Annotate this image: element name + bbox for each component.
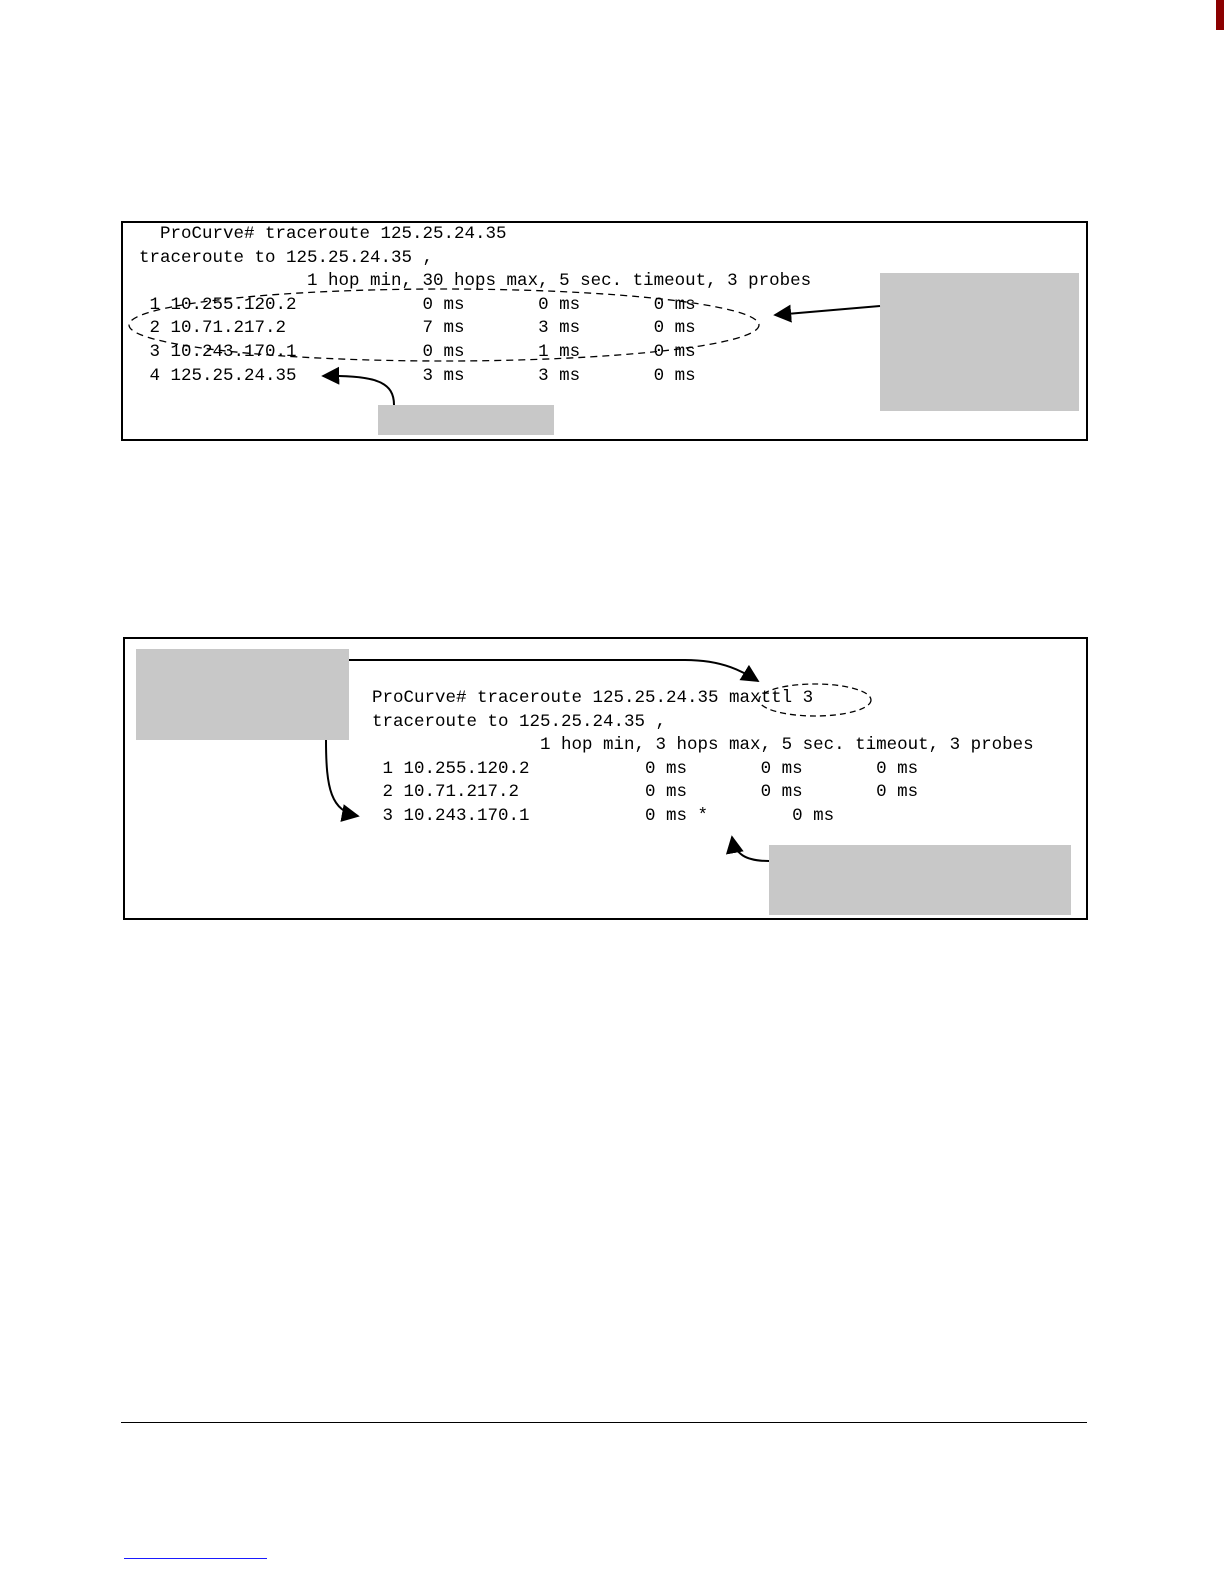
callout-box-intermediate-hops <box>880 273 1079 411</box>
cli-output-2 <box>372 687 1034 829</box>
cli-line: 2 10.71.217.2 7 ms 3 ms 0 ms <box>139 318 696 339</box>
callout-box-maxttl <box>136 649 349 740</box>
cli-line: ProCurve# traceroute 125.25.24.35 <box>139 224 507 244</box>
cli-line: 1 10.255.120.2 0 ms 0 ms 0 ms <box>372 758 919 779</box>
traceroute-figure-1 <box>121 221 1088 441</box>
cli-line: 2 10.71.217.2 0 ms 0 ms 0 ms <box>372 782 919 803</box>
cli-line: traceroute to 125.25.24.35 , <box>372 711 667 732</box>
callout-box-timeout <box>769 845 1071 915</box>
cli-line: 4 125.25.24.35 3 ms 3 ms 0 ms <box>139 365 696 386</box>
cli-line: 1 hop min, 30 hops max, 5 sec. timeout, 3 probes <box>139 271 812 292</box>
cli-line: ProCurve# traceroute 125.25.24.35 maxttl 3 <box>372 688 814 708</box>
cli-output-1 <box>139 223 811 388</box>
arrow-to-hop-3 <box>326 740 358 816</box>
arrow-to-timeout-asterisk <box>732 837 769 861</box>
page-edge-mark <box>1216 0 1224 30</box>
cli-line: 3 10.243.170.1 0 ms * 0 ms <box>372 805 835 826</box>
cli-line: 1 hop min, 3 hops max, 5 sec. timeout, 3 probes <box>372 735 1034 756</box>
footer-rule <box>121 1422 1087 1423</box>
cli-line: 3 10.243.170.1 0 ms 1 ms 0 ms <box>139 341 696 362</box>
traceroute-figure-2 <box>123 637 1088 920</box>
callout-box-destination <box>378 405 554 435</box>
arrow-to-maxttl <box>349 660 758 681</box>
footer-link-underline[interactable] <box>124 1558 267 1559</box>
cli-line: 1 10.255.120.2 0 ms 0 ms 0 ms <box>139 294 696 315</box>
cli-line: traceroute to 125.25.24.35 , <box>139 247 434 268</box>
